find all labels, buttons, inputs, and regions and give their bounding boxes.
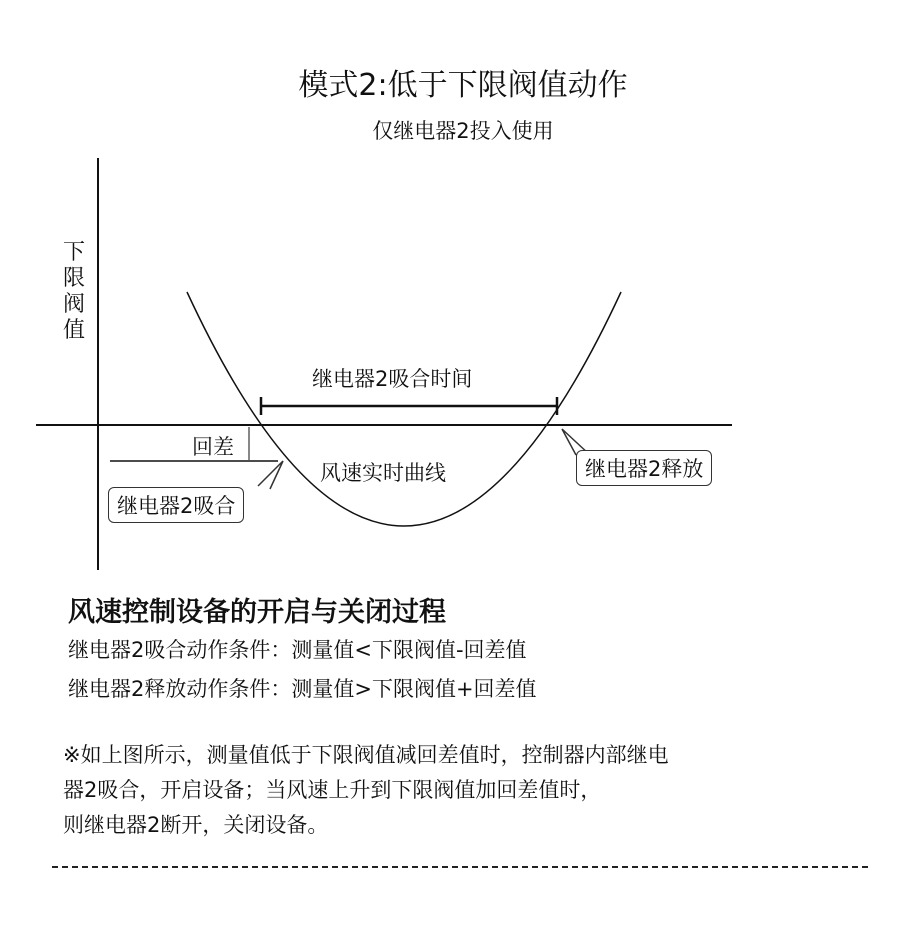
diagram-subtitle: 仅继电器2投入使用 xyxy=(372,119,554,143)
dashed-divider xyxy=(52,866,868,868)
release-callout: 继电器2释放 xyxy=(576,450,712,486)
note-line: 器2吸合，开启设备；当风速上升到下限阀值加回差值时， xyxy=(63,778,602,802)
y-axis-label: 下限阀值 xyxy=(62,240,85,343)
curve-label: 风速实时曲线 xyxy=(320,461,446,485)
section-heading: 风速控制设备的开启与关闭过程 xyxy=(68,597,446,628)
condition-release: 继电器2释放动作条件：测量值>下限阀值+回差值 xyxy=(68,677,537,701)
close-callout-pointer xyxy=(258,461,283,489)
note-line: ※如上图所示，测量值低于下限阀值减回差值时，控制器内部继电 xyxy=(63,743,669,767)
close-callout: 继电器2吸合 xyxy=(108,487,244,523)
interval-label: 继电器2吸合时间 xyxy=(312,367,473,391)
note-line: 则继电器2断开，关闭设备。 xyxy=(63,813,329,837)
condition-close: 继电器2吸合动作条件：测量值<下限阀值-回差值 xyxy=(68,638,527,662)
diagram-title: 模式2:低于下限阀值动作 xyxy=(298,68,628,103)
hysteresis-label: 回差 xyxy=(192,435,234,459)
explanation-note xyxy=(63,738,843,843)
